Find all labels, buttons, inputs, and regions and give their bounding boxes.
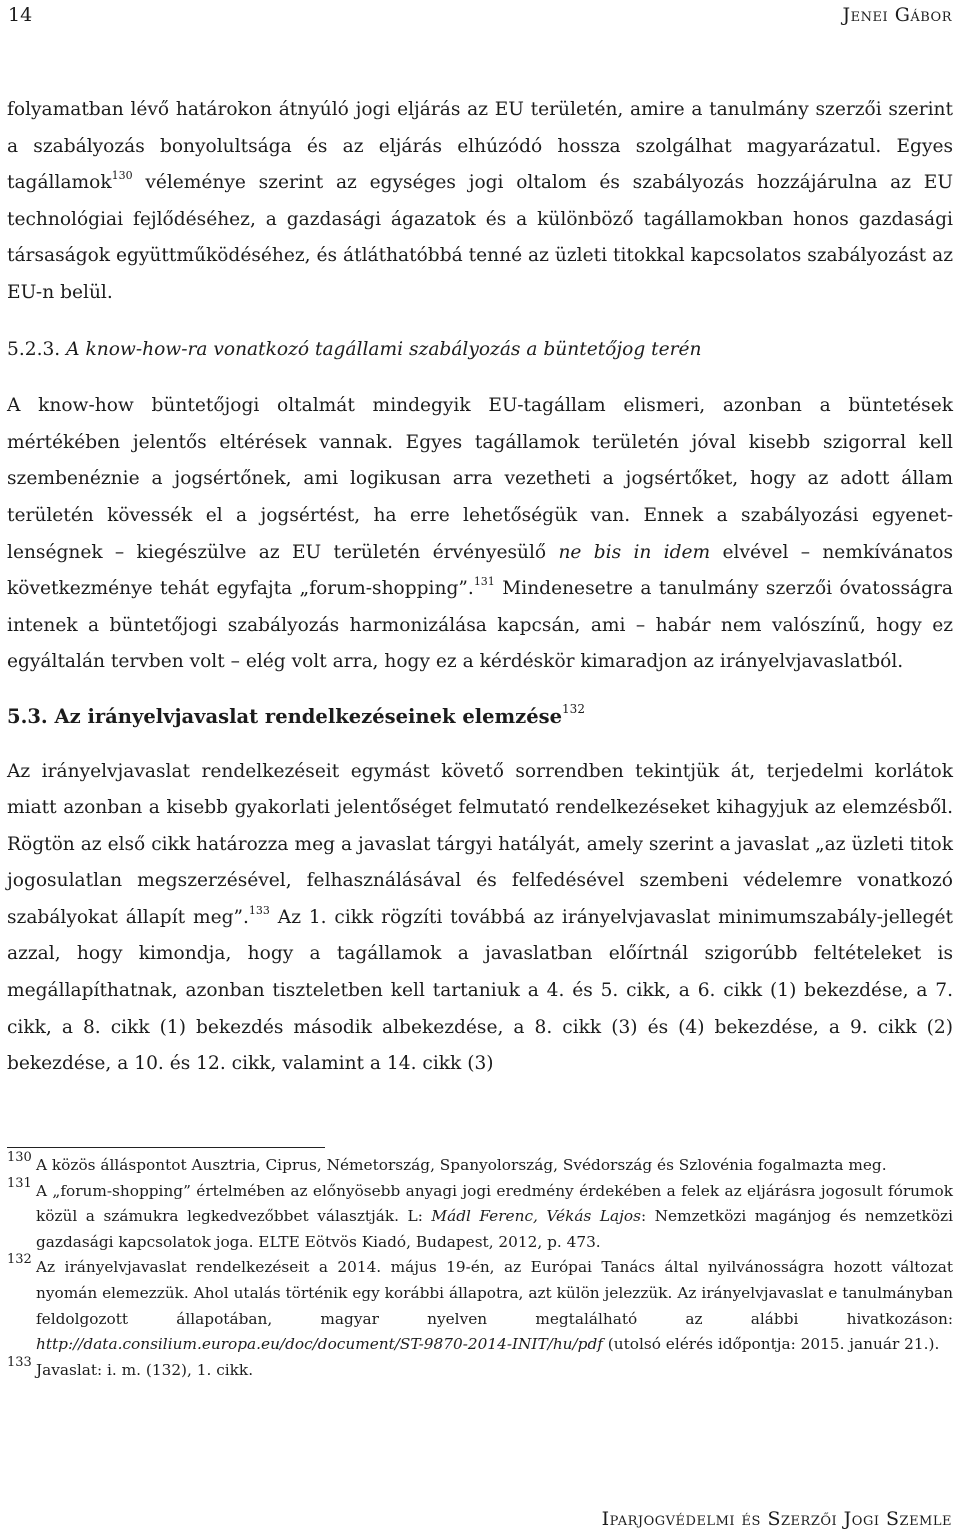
paragraph-3 [7,754,953,1083]
footnote-divider [7,1147,325,1148]
footnote-number: 132 [7,1252,32,1268]
footnote-133 [7,1354,953,1384]
subsection-heading [7,332,953,369]
paragraph-2-text-b: elvével – nemkívánatos következménye tehát egyfajta „forum-shopping”. [7,541,954,600]
paragraph-2-text-c: Mindenesetre a tanulmány szerzői óvatosságra intenek a büntetőjogi szabályozás harmonizálása kapcsán, ami – habár nem valószínű, hogy ez egyáltalán tervben volt – elég volt arra, hogy ez a kérdéskör kimaradjon az irányelvjavaslatból. [7,578,954,673]
article-body [7,92,953,1083]
footnote-text: A „forum-shopping” értelmében az előnyösebb anyagi jogi eredmény érdekében a felek az eljárásra jogosult fórumok közül a számukra legkedvezőbbet választják. L: [36,1181,953,1226]
page-number: 14 [8,4,33,26]
latin-phrase: ne bis in idem [558,541,711,563]
footnote-130 [7,1150,953,1179]
running-title: Jenei Gábor [842,4,952,26]
section-title: 5.3. Az irányelvjavaslat rendelkezéseinek elemzése [7,704,563,728]
footnote-number: 133 [7,1354,32,1370]
footnotes [7,1150,953,1383]
author-names: Mádl Ferenc, Vékás Lajos [431,1207,641,1226]
footnote-text: A közös álláspontot Ausztria, Ciprus, Németország, Spanyolország, Svédország és Szlovénia fogalmazta meg. [36,1156,887,1174]
paragraph-1-text-a: folyamatban lévő határokon átnyúló jogi eljárás az EU területén, amire a tanulmány szerzői szerint a szabályozás bonyolultsága és az eljárás elhúzódó hossza szolgálhat magyarázatul. Egyes tagállamok [7,99,953,194]
paragraph-1-text-b: véleménye szerint az egységes jogi oltalom és szabályozás hozzájárulna az EU technológiai fejlődéséhez, a gazdasági ágazatok és a különböző tagállamokban honos gazdasági társaságok együttműködéséhez, és átláthatóbbá tenné az üzleti titokkal kapcsolatos szabályozást az EU-n belül. [7,172,953,303]
subsection-title: A know-how-ra vonatkozó tagállami szabályozás a büntetőjog terén [66,338,702,360]
footnote-ref-131[interactable]: 131 [473,575,495,589]
paragraph-1 [7,92,953,312]
footnote-ref-133[interactable]: 133 [248,903,270,917]
footnote-number: 131 [7,1175,32,1191]
footnote-number: 130 [7,1150,32,1165]
paragraph-2 [7,388,953,681]
footnote-ref-130[interactable]: 130 [111,169,133,183]
footnote-text: (utolsó elérés időpontja: 2015. január 21.). [602,1335,940,1354]
paragraph-3-text-a: Az irányelvjavaslat rendelkezéseit egymást követő sorrendben tekintjük át, terjedelmi korlátok miatt azonban a kisebb gyakorlati jelentőséget felmutató rendelkezéseket kihagyjuk az elemzésből. Rögtön az első cikk határozza meg a javaslat tárgyi hatályát, amely szerint a javaslat „az üzleti titok jogosulatlan megszerzésével, felhasználásával és felfedésével szembeni védelemre vonatkozó szabályokat állapít meg”. [7,760,953,928]
footnote-text: Javaslat: i. m. (132), 1. cikk. [36,1360,254,1379]
footnote-131 [7,1175,953,1256]
journal-footer: Iparjogvédelmi és Szerzői Jogi Szemle [601,1508,952,1530]
paragraph-2-text-a: A know-how büntetőjogi oltalmát mindegyik EU-tagállam elismeri, azonban a büntetések mértékében jelentős eltérések vannak. Egyes tagállamok területén jóval kisebb szigorral kell szembenéznie a jogsértőnek, ami logikusan arra vezetheti a jogsértőket, hogy az adott állam területén kövessék el a jogsértést, ha erre lehetőségük van. Ennek a szabályozási egyenetlenségnek – kiegészülve az EU területén érvényesülő [7,395,953,563]
page-header [8,4,952,34]
footnote-ref-132[interactable]: 132 [562,701,585,716]
footnote-text: : Nemzetközi magánjog és nemzetközi gazdasági kapcsolatok joga. ELTE Eötvös Kiadó, Budapest, 2012, p. 473. [36,1207,953,1251]
footnote-text: Az irányelvjavaslat rendelkezéseit a 2014. május 19-én, az Európai Tanács által nyilvánosságra hozott változat nyomán elemezzük. Ahol utalás történik egy korábbi állapotra, azt külön jelezzük. Az irányelvjavaslat e tanulmányban feldolgozott állapotában, magyar nyelven megtalálható az alábbi hivatkozáson: [36,1258,953,1328]
section-heading [7,699,953,736]
footnote-132 [7,1252,953,1357]
reference-link[interactable]: http://data.consilium.europa.eu/doc/document/ST-9870-2014-INIT/hu/pdf [36,1335,603,1354]
subsection-number: 5.2.3. [7,338,61,360]
paragraph-3-text-b: Az 1. cikk rögzíti továbbá az irányelvjavaslat minimumszabály-jellegét azzal, hogy kimondja, hogy a tagállamok a javaslatban előírtnál szigorúbb feltételeket is megállapíthatnak, azonban tiszteletben kell tartaniuk a 4. és 5. cikk, a 6. cikk (1) bekezdése, a 7. cikk, a 8. cikk (1) bekezdés második albekezdése, a 8. cikk (3) és (4) bekezdése, a 9. cikk (2) bekezdése, a 10. és 12. cikk, valamint a 14. cikk (3) [7,906,953,1075]
